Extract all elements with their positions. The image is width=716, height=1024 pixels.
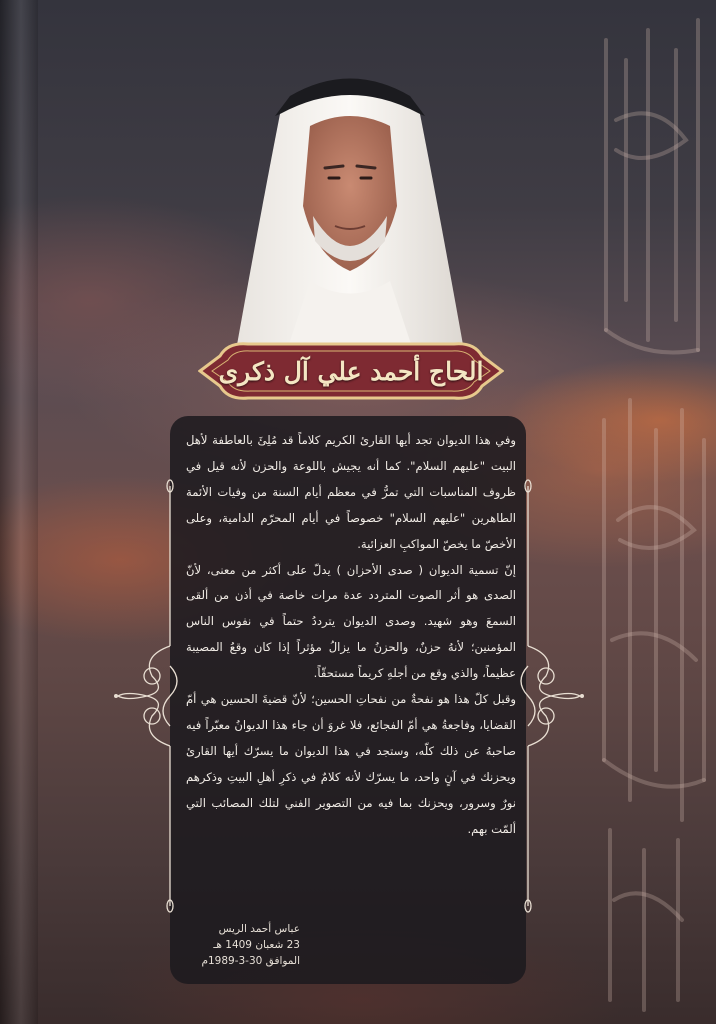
left-ornament-divider: [112, 476, 182, 916]
signature-block: [180, 921, 300, 969]
portrait-photo: [225, 66, 475, 356]
book-spine-shadow: [0, 0, 38, 1024]
signature-gregorian-date: الموافق 30-3-1989م: [201, 955, 300, 967]
introduction-text: [186, 428, 516, 932]
signature-author: عباس أحمد الريس: [218, 923, 300, 935]
right-ornament-divider: [516, 476, 586, 916]
decorative-calligraphy-watermark: [586, 0, 716, 1024]
introduction-paragraph-2: إنّ تسمية الديوان ( صدى الأحزان ) يدلّ على أكثر من معنى، لأنّ الصدى هو أثر الصوت المتردد عدة مرات خاصة في أذن من ألقى السمعَ وهو شهيد. وصدى الديوان يترددُ حتماً في نفوس الناس المؤمنين؛ لأنهُ حزنٌ، والحزنُ ما يزالُ مؤثراً إذا كان وقعُ المصيبة عظيماً، والذي وقع من أجلهِ كريماً مستحقّاً.: [186, 562, 516, 681]
introduction-paragraph-1: وفي هذا الديوان تجد أيها القارئ الكريم كلاماً قد مُلِئَ بالعاطفة لأهل البيت "عليهم السلام". كما أنه يجيش باللوعة والحزن لأنه قيل في ظروف المناسبات التي تمرُّ في معظم أيام السنة من وفيات الأئمة الطاهرين "عليهم السلام" خصوصاً في أيام المحرّم الدامية، وعلى الأخصّ ما يخصّ المواكبِ العزائية.: [186, 433, 516, 551]
signature-hijri-date: 23 شعبان 1409 هـ: [213, 939, 300, 951]
name-title: الحاج أحمد علي آل ذكرى: [218, 356, 484, 386]
introduction-paragraph-3: وقبل كلّ هذا هو نفحةٌ من نفحاتِ الحسين؛ لأنّ قضيةَ الحسين هي أمّ القضايا، وفاجعةُ هي أمّ الفجائع، فلا غروَ أن جاء هذا الديوانُ معبّراً فيه صاحبهُ عن ذلك كلّه، وستجد في هذا الديوان ما يسرّك أيها القارئ ويحزنك في آنٍ واحد، ما يسرّك لأنه كلامٌ في ذكرِ أهلِ البيتِ وذكرهم نورٌ وسرور، ويحزنك بما فيه من التصوير الفني لتلك المصائب التي ألمّت بهم.: [186, 692, 516, 836]
